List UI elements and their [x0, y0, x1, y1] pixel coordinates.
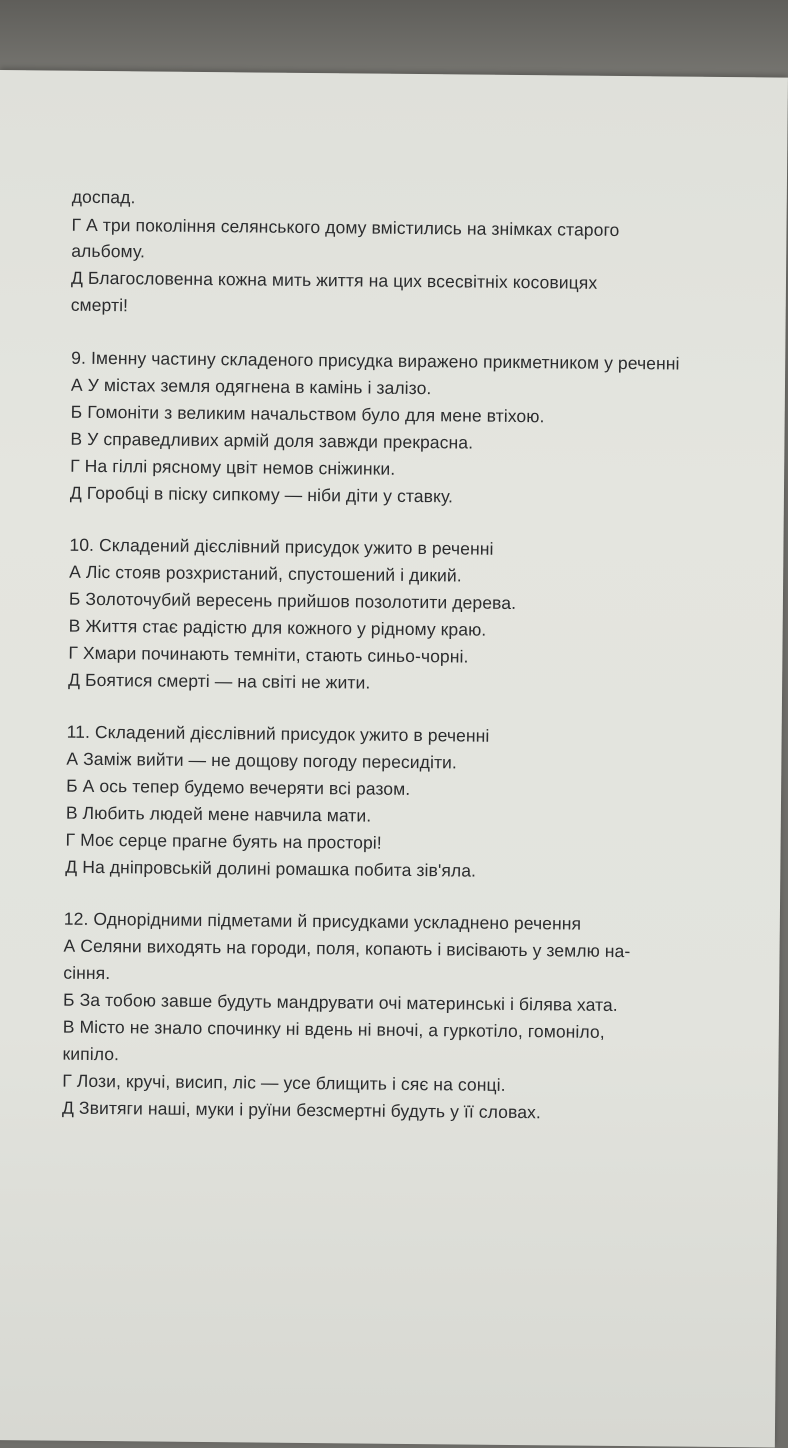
option-line: А Ліс стояв розхристаний, спустошений і дикий. [69, 561, 462, 586]
option-line: сіння. [63, 962, 111, 984]
text-line: альбому. [71, 240, 146, 262]
option-line: В Життя стає радістю для кожного у рідному краю. [68, 615, 487, 640]
option-line: Г Моє серце прагне буять на просторі! [65, 829, 382, 853]
option-line: Б За тобою завше будуть мандрувати очі материнські і білява хата. [62, 989, 618, 1015]
option-line: Б Гомоніти з великим начальством було для мене втіхою. [70, 401, 545, 427]
option-line: А Заміж вийти — не дощову погоду пересидіти. [66, 748, 458, 773]
question-11-heading: 11. Складений дієслівний присудок ужито в реченні [66, 721, 490, 746]
question-9-heading: 9. Іменну частину складеного присудка виражено прикметником у реченні [71, 347, 680, 374]
option-line: Г Хмари починають темніти, стають синьо-чорні. [68, 642, 469, 667]
question-10-heading: 10. Складений дієслівний присудок ужито в реченні [69, 534, 494, 559]
option-line: Д Звитяги наші, муки і руїни безсмертні будуть у її словах. [61, 1097, 542, 1123]
option-line: Б Золоточубий вересень прийшов позолотити дерева. [68, 588, 517, 613]
option-line: Г На гіллі рясному цвіт немов сніжинки. [70, 455, 396, 479]
text-line: смерті! [70, 294, 129, 316]
option-line: В Любить людей мене навчила мати. [65, 802, 372, 826]
option-line: В Місто не знало спочинку ні вдень ні вночі, а гуркотіло, гомоніло, [62, 1016, 605, 1042]
option-line: В У справедливих армій доля завжди прекрасна. [70, 428, 474, 453]
option-line: Д На дніпровській долині ромашка побита зів'яла. [65, 856, 477, 881]
option-line: Д Горобці в піску сипкому — ніби діти у ставку. [69, 482, 454, 507]
text-line: Г А три покоління селянського дому вмістились на знімках старого [71, 214, 620, 240]
text-line: доспад. [71, 186, 136, 208]
option-line: кипіло. [62, 1043, 120, 1065]
option-line: Д Боятися смерті — на світі не жити. [68, 669, 371, 693]
option-line: Г Лози, кручі, висип, ліс — усе блищить і сяє на сонці. [62, 1070, 506, 1095]
text-line: Д Благословенна кожна мить життя на цих всесвітніх косовицях [70, 267, 598, 293]
option-line: А У містах земля одягнена в камінь і залізо. [70, 374, 432, 399]
option-line: А Селяни виходять на городи, поля, копають і висівають у землю на- [63, 935, 631, 962]
paper-sheet [0, 70, 788, 1448]
option-line: Б А ось тепер будемо вечеряти всі разом. [66, 775, 411, 799]
question-12-heading: 12. Однорідними підметами й присудками ускладнено речення [63, 908, 582, 934]
